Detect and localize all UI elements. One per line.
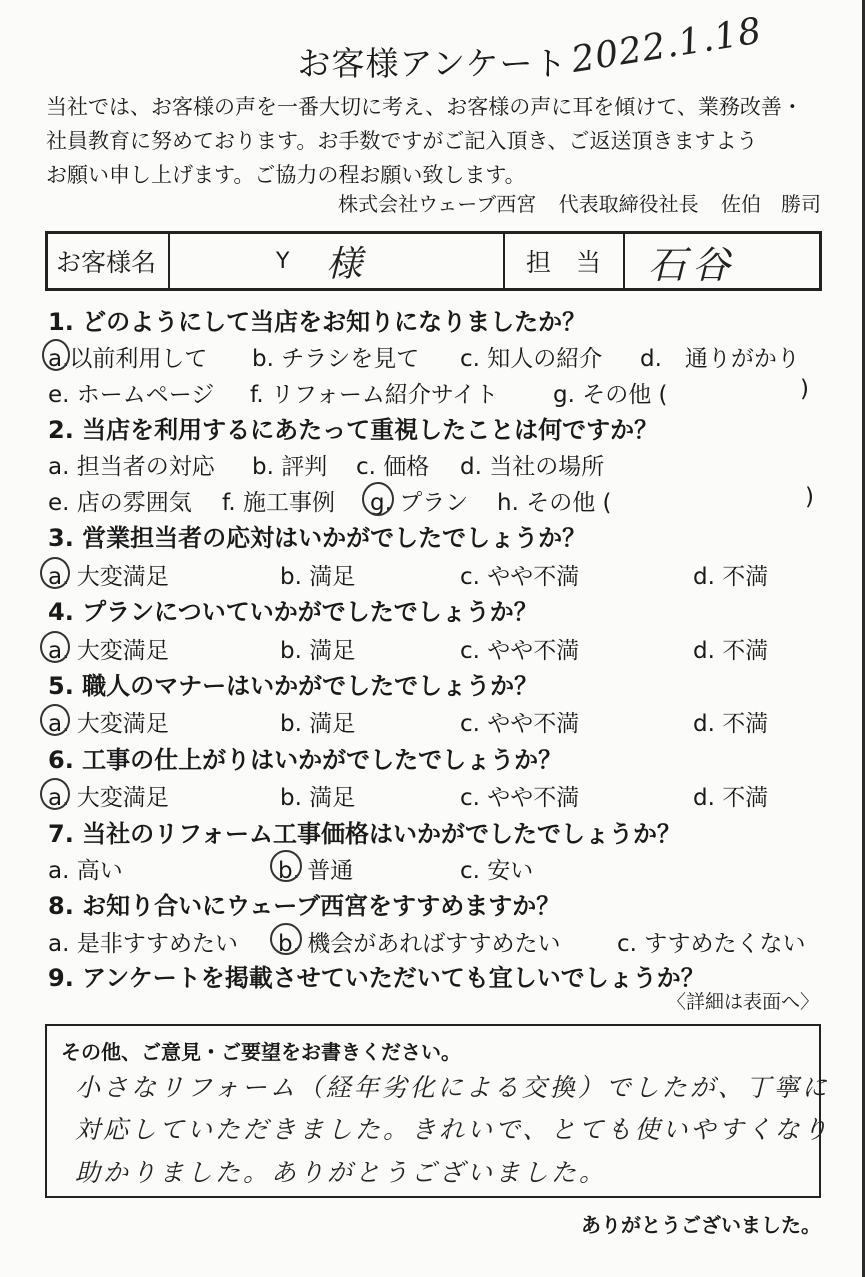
answer-circle [270,923,302,955]
closing-thanks: ありがとうございました。 [581,1213,821,1237]
question-7: 7. 当社のリフォーム工事価格はいかがでしたでしょうか？ [48,820,681,848]
q4-option-a[interactable]: a. 大変満足 [48,638,169,664]
answer-circle [40,704,70,736]
answer-circle [40,778,70,810]
question-1: 1. どのようにして当店をお知りになりましたか？ [48,308,587,336]
customer-info-table [45,231,822,291]
answer-circle [40,557,70,589]
intro-text [46,90,836,192]
q3-option-d[interactable]: d. 不満 [693,564,769,590]
company-signature [322,188,821,217]
comment-box[interactable] [45,1024,831,1198]
q7-option-c[interactable]: c. 安い [460,858,534,884]
staff-label: 担 当 [526,248,602,277]
company-person: 佐伯 勝司 [721,192,821,216]
cell-divider [168,234,170,288]
q1-option-f[interactable]: f. リフォーム紹介サイト [250,382,499,408]
q3-option-b[interactable]: b. 満足 [280,564,356,590]
form-title: お客様アンケート [297,44,568,83]
q3-option-c[interactable]: c. やや不満 [460,564,580,590]
q2-option-b[interactable]: b. 評判 [252,454,328,480]
q2-option-f[interactable]: f. 施工事例 [222,490,336,516]
question-9: 9. アンケートを掲載させていただいても宜しいでしょうか？ [48,964,705,992]
q2-option-c[interactable]: c. 価格 [356,454,430,480]
customer-name[interactable]: Y [276,248,290,274]
q8-option-c[interactable]: c. すすめたくない [617,931,806,957]
q6-option-a[interactable]: a. 大変満足 [48,785,169,811]
answer-circle [40,631,70,663]
q1-option-e[interactable]: e. ホームページ [48,382,215,408]
question-8: 8. お知り合いにウェーブ西宮をすすめますか？ [48,892,561,920]
intro-line: 当社では、お客様の声を一番大切に考え、お客様の声に耳を傾けて、業務改善・ [46,95,803,119]
q6-option-b[interactable]: b. 満足 [280,785,356,811]
q4-option-d[interactable]: d. 不満 [693,638,769,664]
q6-option-c[interactable]: c. やや不満 [460,785,580,811]
comment-line: 助かりました。ありがとうございました。 [75,1158,608,1187]
question-3: 3. 営業担当者の応対はいかがでしたでしょうか？ [48,524,587,552]
q1-option-c[interactable]: c. 知人の紹介 [460,346,603,372]
answer-circle [270,850,302,882]
question-6: 6. 工事の仕上がりはいかがでしたでしょうか？ [48,746,563,774]
cell-divider [623,234,625,288]
comment-heading: その他、ご意見・ご要望をお書きください。 [61,1040,461,1064]
q6-option-d[interactable]: d. 不満 [693,785,769,811]
handwritten-date: 2022.1.18 [568,10,765,81]
answer-circle [42,339,70,371]
q4-option-b[interactable]: b. 満足 [280,638,356,664]
q1-option-b[interactable]: b. チラシを見て [252,346,420,372]
q8-option-b[interactable]: b. 機会があればすすめたい [278,931,561,957]
customer-label: お客様名 [56,248,157,277]
cell-divider [503,234,505,288]
answer-circle [362,482,394,516]
q2-option-d[interactable]: d. 当社の場所 [460,454,605,480]
q7-option-b[interactable]: b. 普通 [278,858,354,884]
q2-option-h-close: ) [805,484,814,510]
intro-line: 社員教育に努めております。お手数ですがご記入頂き、ご返送頂きますよう [46,129,758,153]
comment-line: 小さなリフォーム（経年劣化による交換）でしたが、丁寧に [75,1073,830,1102]
q8-option-a[interactable]: a. 是非すすめたい [48,931,238,957]
question-2: 2. 当店を利用するにあたって重視したことは何ですか？ [48,416,659,444]
detail-note: 〈詳細は表面へ〉 [666,991,819,1013]
q1-option-g[interactable]: g. その他 ( [553,382,668,408]
q5-option-a[interactable]: a. 大変満足 [48,711,169,737]
comment-line: 対応していただきました。きれいで、とても使いやすくなり [75,1115,831,1144]
q1-option-d[interactable]: d. 通りがかり [640,346,800,372]
q5-option-c[interactable]: c. やや不満 [460,711,580,737]
q3-option-a[interactable]: a. 大変満足 [48,564,169,590]
company-name: 株式会社ウェーブ西宮 [338,192,537,216]
q2-option-e[interactable]: e. 店の雰囲気 [48,490,192,516]
staff-name[interactable]: 石谷 [648,242,737,287]
question-4: 4. プランについていかがでしたでしょうか？ [48,598,538,626]
q2-option-a[interactable]: a. 担当者の対応 [48,454,215,480]
q1-option-g-close: ) [800,376,809,402]
intro-line: お願い申し上げます。ご協力の程お願い致します。 [46,163,526,187]
question-5: 5. 職人のマナーはいかがでしたでしょうか？ [48,672,539,700]
q2-option-h[interactable]: h. その他 ( [497,490,612,516]
q5-option-d[interactable]: d. 不満 [693,711,769,737]
customer-suffix: 様 [326,243,363,285]
q4-option-c[interactable]: c. やや不満 [460,638,580,664]
company-role: 代表取締役社長 [558,192,699,216]
q1-option-a[interactable]: a.以前利用して [48,346,208,372]
q7-option-a[interactable]: a. 高い [48,858,123,884]
q2-option-g[interactable]: g. プラン [370,490,469,516]
q5-option-b[interactable]: b. 満足 [280,711,356,737]
